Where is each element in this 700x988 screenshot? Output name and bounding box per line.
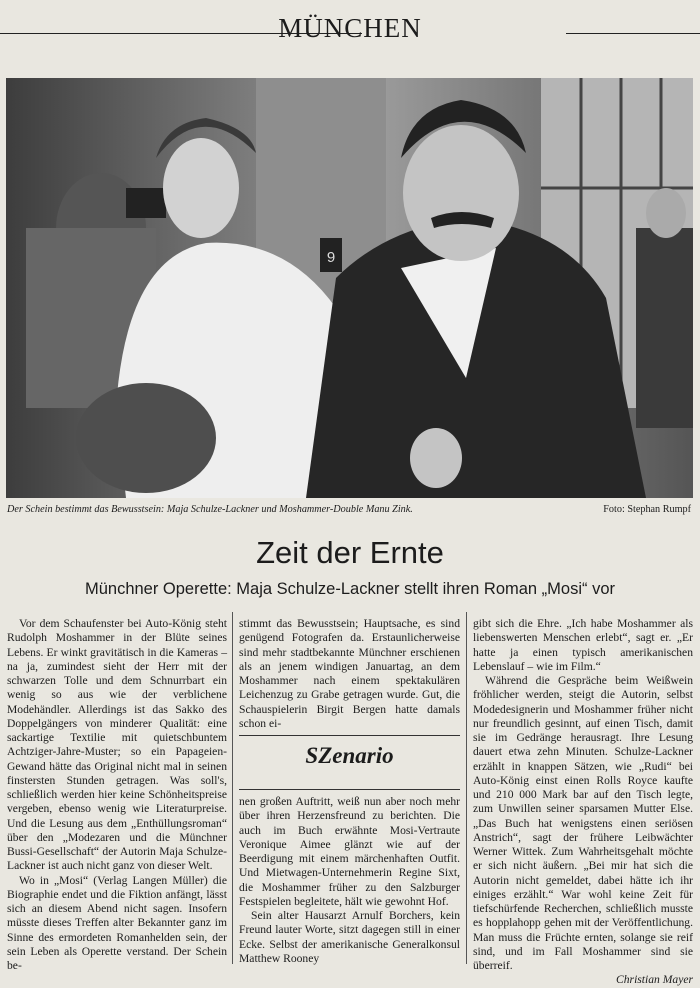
paragraph: Während die Gespräche beim Weißwein fröhlicher werden, steigt die Autorin, selbst Modedesignerin und Moshammer früher nicht nur freundlich gesinnt, auf einen Tisch, damit sie im Gedränge herausragt. Ihre Lesung dauert etwa zehn Minuten. Schulze-Lackner erzählt in knappen Sätzen, wie „Rudi“ bei Auto-König einst einen Rolls Royce kaufte und 210 000 Mark bar auf den Tisch legte, zum Unwillen seiner sparsamen Mutter Else. „Das Buch hat wenigstens einen seriösen Anstrich“, sagt der frühere Leibwächter Werner Wittek. Zum Wahrheitsgehalt möchte er sich nicht äußern. „Bei mir hat sich die Autorin nicht gemeldet, dabei hätte ich ihr einiges erzählt.“ War wohl keine Zeit für tiefschürfende Recherchen, schließlich musste es hopplahopp gehen mit der Veröffentlichung. Man muss die Früchte ernten, solange sie reif sind, und im Fall Moshammer sind sie überreif. xyxy=(473,674,693,972)
section-title: MÜNCHEN xyxy=(278,13,422,43)
paragraph: nen großen Auftritt, weiß nun aber noch mehr über ihren Herzensfreund zu berichten. Die auch im Buch erwähnte Mosi-Vertraute Veronique Aimee glänzt wie auf der Beerdigung mit einem märchenhaften Outfit. Und Mietwagen-Unternehmerin Regine Sixt, die Moshammer früher zu den Salzburger Festspielen begleitete, hält wie gewohnt Hof. xyxy=(239,795,460,908)
paragraph: gibt sich die Ehre. „Ich habe Moshammer als liebenswerten Menschen erlebt“, sagt er. „Er hatte ja einen typisch amerikanischen Lebenslauf – wie im Film.“ xyxy=(473,617,693,673)
paragraph: Vor dem Schaufenster bei Auto-König steht Rudolph Moshammer in der Blüte seines Lebens. Er winkt gravitätisch in die Kameras – na ja, zumindest sieht der Herr mit der schwarzen Tolle und dem Schnurrbart ein wenig so aus wie der verblichene Modehändler. Allerdings ist das Sakko des Doppelgängers von minderer Qualität: eine sackartige Textilie mit quietschbuntem Achtziger-Jahre-Muster; so ein Papageien-Gewand hätte das Original nicht mal in seinen finstersten Stunden getragen. Was soll's, schließlich werden hier keine Schönheitspreise vergeben, ebenso wenig wie Literaturpreise. Und die Lesung aus dem „Enthüllungsroman“ über den „Modezaren und die Münchner Bussi-Gesellschaft“ der Autorin Maja Schulze-Lackner ist auch nicht ganz von dieser Welt. xyxy=(7,617,227,873)
article-author: Christian Mayer xyxy=(616,973,693,987)
article-column-3 xyxy=(473,617,693,988)
logo-rule-bottom xyxy=(239,789,460,790)
column-logo-box xyxy=(239,735,460,791)
photo-caption-line xyxy=(7,504,695,515)
column-divider-1 xyxy=(232,612,233,964)
paragraph: Sein alter Hausarzt Arnulf Borchers, kein Freund lauter Worte, sitzt dagegen still in einer Ecke. Selbst der amerikanische Generalkonsul Matthew Rooney xyxy=(239,909,460,965)
article-column-2-top xyxy=(239,617,460,731)
photo-caption: Der Schein bestimmt das Bewusstsein: Maja Schulze-Lackner und Moshammer-Double Manu Zink. xyxy=(7,504,413,515)
photo-illustration xyxy=(6,78,693,498)
article-column-1 xyxy=(7,617,227,973)
paragraph: Wo in „Mosi“ (Verlag Langen Müller) die Biographie endet und die Fiktion anfängt, lässt sich an diesem Abend nicht sagen. Insofern müsste dieses Treffen alter Bekannter ganz im Sinne des ermordeten Romanhelden sein, der sein Leben als Operette verstand. Der Schein be- xyxy=(7,873,227,972)
article-subheadline: Münchner Operette: Maja Schulze-Lackner stellt ihren Roman „Mosi“ vor xyxy=(84,580,616,598)
column-divider-2 xyxy=(466,612,467,964)
logo-rule-top xyxy=(239,735,460,736)
news-photo xyxy=(6,78,693,498)
article-column-2-bottom xyxy=(239,795,460,966)
paragraph: stimmt das Bewusstsein; Hauptsache, es sind genügend Fotografen da. Erstaunlicherweise sind mehr stadtbekannte Münchner erschienen als an jenem windigen Januartag, an dem Moshammer nach einem spektakulären Leichenzug zu Grabe getragen wurde. Gut, die Schauspielerin Birgit Bergen hatte damals schon ei- xyxy=(239,617,460,730)
column-logo: SZenario xyxy=(305,743,394,768)
house-number-sign: 9 xyxy=(326,249,336,266)
article-headline: Zeit der Ernte xyxy=(256,535,444,570)
photo-credit: Foto: Stephan Rumpf xyxy=(603,504,691,515)
